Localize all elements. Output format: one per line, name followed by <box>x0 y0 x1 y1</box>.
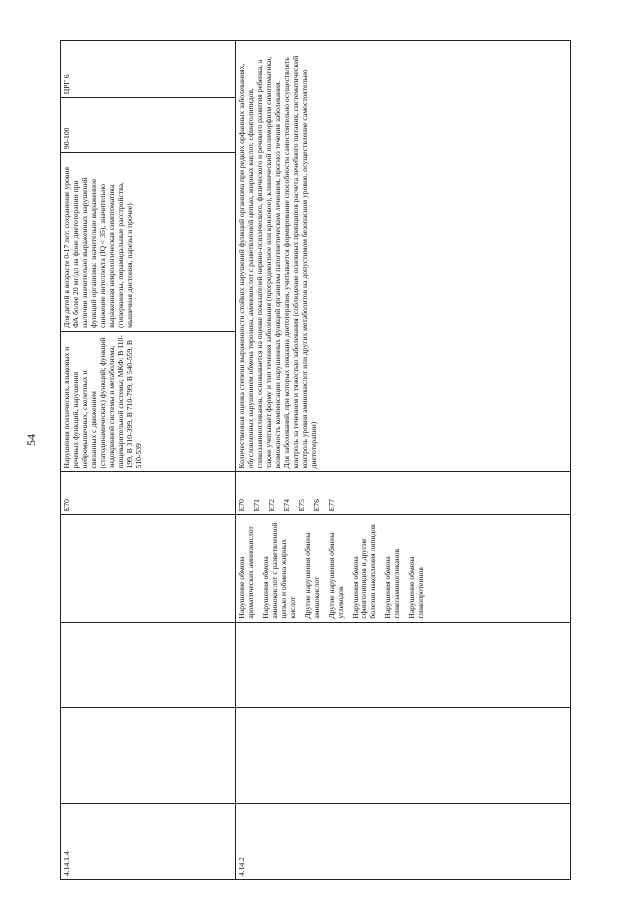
disorder-item: Нарушение обмена гликопротеинов <box>407 556 426 619</box>
icd-code: E76 <box>311 499 321 512</box>
description-paragraph: Для заболеваний, при которых показана диетотерапия, учитывается формирование способности самостоятельно осуществлять контроль за течением и тяжестью заболевания (соблюдение основных принципов расчета лечебного питания, систематический контроль уровня аминокислот или других метаболитов на допустимом безопасном уровне, осуществление самостоятельно диетотерапии) <box>281 55 318 469</box>
table-row <box>236 41 571 880</box>
empty-cell <box>61 708 236 803</box>
criteria-cell: Для детей в возрасте 0-17 лет: сохранение уровня ФА более 20 мг/дл на фоне диетотерапии при наличии значительно выраженных нарушений функций организма: значительно выраженное снижение интеллекта (IQ < 35), значительно выраженная неврологическая симптоматика (гиперкинезы, пирамидальные расстройства, мышечная дистония, парезы и прочее) <box>61 153 236 332</box>
icd-code: E75 <box>296 499 306 512</box>
icd-code: E77 <box>326 499 336 512</box>
icd-code: E70 <box>62 499 71 512</box>
row-code: 4.14.2 <box>236 803 571 879</box>
functions-cell: Нарушения психических, языковых и речевых функций, нарушения нейромышечных, скелетных и связанных с движением (статодинамических) функций; функций эндокринной системы и метаболизма, пищеварительной системы; МКФ: B 110-199, B 310-399, B 710-799, B 540-559, B 510-539 <box>61 331 236 472</box>
row-code: 4.14.1.4 <box>61 803 236 879</box>
icd-code: E70 <box>237 499 246 512</box>
icd-code-cell <box>236 472 571 515</box>
table-row <box>61 41 236 880</box>
icd-code: E74 <box>281 499 291 512</box>
ipr-cell: ЦРГ 6 <box>61 41 236 98</box>
disorder-cell <box>61 515 236 622</box>
disorder-item: Нарушения обмена аминокислот с разветвленной цепью и обмена жирных кислот <box>260 522 297 619</box>
description-cell <box>236 41 571 472</box>
criteria-table <box>60 40 571 880</box>
disorder-item: Другие нарушения обмена углеводов <box>326 532 345 619</box>
percent-cell: 90-100 <box>61 98 236 153</box>
rotated-sheet <box>60 40 620 880</box>
empty-cell <box>61 622 236 708</box>
icd-code: E72 <box>266 499 276 512</box>
icd-code: E71 <box>251 499 261 512</box>
disorder-item: Нарушение обмена ароматических аминокислот <box>237 526 255 619</box>
icd-code-cell <box>61 472 236 515</box>
description-paragraph: Количественная оценка степени выраженности стойких нарушений функций организма при редких орфанных заболеваниях, обусловленных нарушением обмена тирозина, аминокислот с разветвленной цепью, жирных кислот, сфинголипидов, гликозаминогликанов, основывается на оценке показателей нервно-психического, физического и речевого развития ребенка, а также учитывает форму и тип течения заболевания (прогредиентное или кризовое), клинический полиморфизм симптоматики, возможность компенсации нарушенных функций организма патогенетическим лечением, прогноз течения заболевания. <box>237 56 282 469</box>
disorder-item: Нарушения обмена гликозаминогликанов <box>383 548 402 619</box>
empty-cell <box>236 708 571 803</box>
disorder-item: Нарушения обмена сфинголипидов и другие болезни накопления липидов <box>350 524 378 619</box>
empty-cell <box>236 622 571 708</box>
disorder-item: Другие нарушения обмена аминокислот <box>302 532 321 619</box>
page-number: 54 <box>24 434 38 446</box>
disorder-cell <box>236 515 571 622</box>
